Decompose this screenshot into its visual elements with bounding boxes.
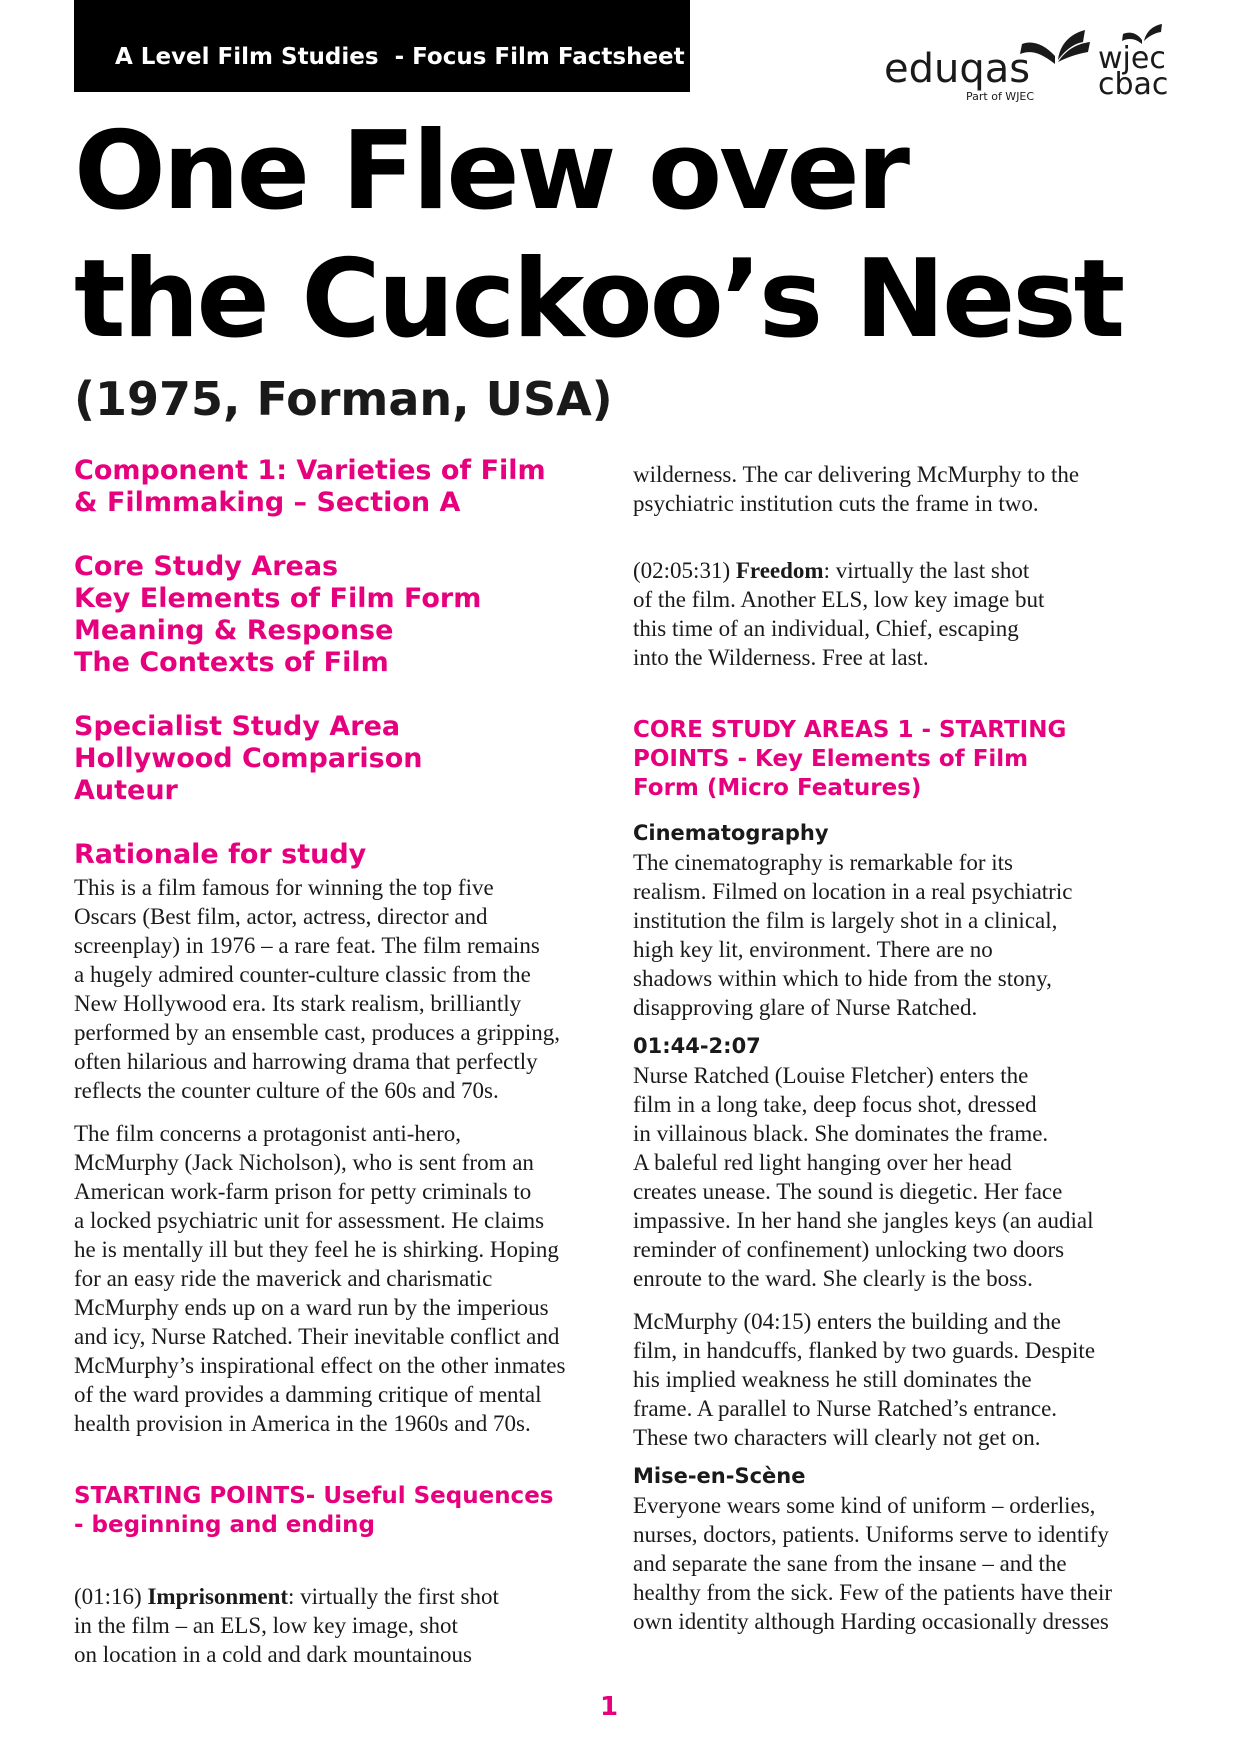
right-column bbox=[633, 460, 1173, 1636]
title-line-1: One Flew over bbox=[74, 109, 908, 234]
mise-en-scene-paragraph: Everyone wears some kind of uniform – orderlies, nurses, doctors, patients. Uniforms serve to identify and separate the sane from the insane – and the healthy from the sick. Few of the patients have their own identity although Harding occasionally dresses bbox=[633, 1493, 1113, 1634]
mcmurphy-paragraph: McMurphy (04:15) enters the building and the film, in handcuffs, flanked by two guards. Despite his implied weakness he still dominates the frame. A parallel to Nurse Ratched’s entrance. These two characters will clearly not get on. bbox=[633, 1309, 1096, 1450]
rationale-paragraph-2: The film concerns a protagonist anti-hero, McMurphy (Jack Nicholson), who is sent from an American work-farm prison for petty criminals to a locked psychiatric unit for assessment. He claims he is mentally ill but they feel he is shirking. Hoping for an easy ride the maverick and charismatic McMurphy ends up on a ward run by the imperious and icy, Nurse Ratched. Their inevitable conflict and McMurphy’s inspirational effect on the other inmates of the ward provides a damming critique of mental health provision in America in the 1960s and 70s. bbox=[74, 1121, 566, 1436]
cinematography-paragraph: The cinematography is remarkable for its realism. Filmed on location in a real psychiatric institution the film is largely shot in a clinical, high key lit, environment. There are no shadows within which to hide from the stony, disapproving glare of Nurse Ratched. bbox=[633, 850, 1073, 1020]
left-column bbox=[74, 455, 619, 1669]
film-title bbox=[74, 108, 1122, 364]
page-number: 1 bbox=[600, 1692, 619, 1722]
sequence-imprisonment-continued: wilderness. The car delivering McMurphy to the psychiatric institution cuts the frame in two. bbox=[633, 462, 1080, 516]
specialist-study-areas: Specialist Study Area Hollywood Comparison Auteur bbox=[74, 711, 423, 806]
svg-text:Part of WJEC: Part of WJEC bbox=[966, 90, 1035, 103]
title-line-2: the Cuckoo’s Nest bbox=[74, 237, 1123, 362]
timecode-heading: 01:44-2:07 bbox=[633, 1034, 761, 1058]
core-study-areas: Core Study Areas Key Elements of Film Form Meaning & Response The Contexts of Film bbox=[74, 551, 482, 678]
wjec-cbac-logo bbox=[1098, 24, 1168, 102]
sequence-imprisonment: (01:16) Imprisonment: virtually the first shot in the film – an ELS, low key image, shot on location in a cold and dark mountainous bbox=[74, 1584, 499, 1667]
mise-en-scene-heading: Mise-en-Scène bbox=[633, 1464, 806, 1488]
starting-points-heading: STARTING POINTS- Useful Sequences - beginning and ending bbox=[74, 1483, 554, 1538]
nurse-ratched-paragraph: Nurse Ratched (Louise Fletcher) enters the film in a long take, deep focus shot, dressed in villainous black. She dominates the frame. A baleful red light hanging over her head creates unease. The sound is diegetic. Her face impassive. In her hand she jangles keys (an audial reminder of confinement) unlocking two doors enroute to the ward. She clearly is the boss. bbox=[633, 1063, 1094, 1291]
freedom-label: Freedom bbox=[735, 558, 824, 583]
sequence-freedom: (02:05:31) Freedom: virtually the last shot of the film. Another ELS, low key image but this time of an individual, Chief, escaping into the Wilderness. Free at last. bbox=[633, 558, 1045, 670]
svg-text:wjec: wjec bbox=[1098, 41, 1166, 76]
banner-title: A Level Film Studies - Focus Film Factsheet bbox=[115, 44, 685, 70]
imprisonment-label: Imprisonment bbox=[147, 1584, 289, 1609]
rationale-heading: Rationale for study bbox=[74, 839, 367, 870]
publisher-logos bbox=[880, 14, 1170, 104]
component-heading: Component 1: Varieties of Film & Filmmaking – Section A bbox=[74, 455, 546, 518]
film-subtitle: (1975, Forman, USA) bbox=[74, 372, 613, 426]
svg-text:cbac: cbac bbox=[1098, 67, 1169, 102]
cinematography-heading: Cinematography bbox=[633, 821, 829, 845]
core-study-heading: CORE STUDY AREAS 1 - STARTING POINTS - Key Elements of Film Form (Micro Features) bbox=[633, 717, 1067, 801]
rationale-paragraph-1: This is a film famous for winning the top five Oscars (Best film, actor, actress, director and screenplay) in 1976 – a rare feat. The film remains a hugely admired counter-culture classic from the New Hollywood era. Its stark realism, brilliantly performed by an ensemble cast, produces a gripping, often hilarious and harrowing drama that perfectly reflects the counter culture of the 60s and 70s. bbox=[74, 875, 561, 1103]
svg-text:eduqas: eduqas bbox=[884, 46, 1031, 92]
eduqas-logo bbox=[884, 30, 1090, 103]
